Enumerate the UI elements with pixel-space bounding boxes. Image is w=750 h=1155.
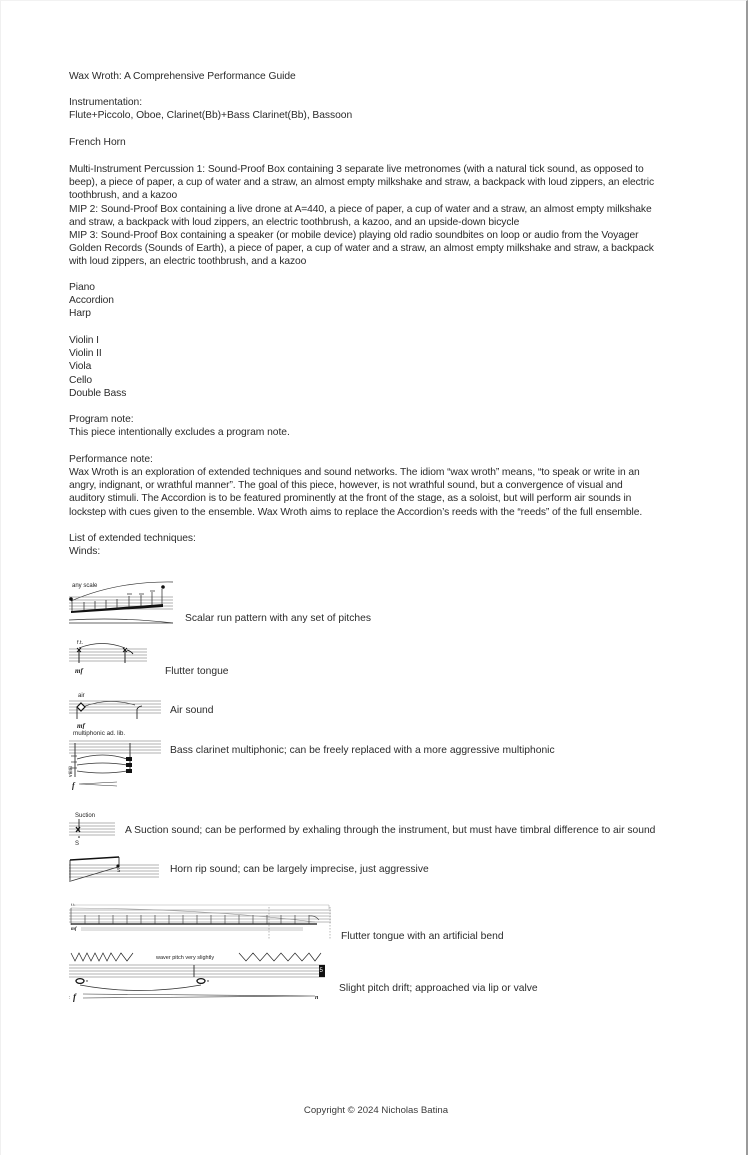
technique-caption: Flutter tongue — [165, 666, 229, 677]
instrument-item: Piano — [69, 282, 95, 293]
svg-text:mf: mf — [77, 722, 85, 729]
document-title: Wax Wroth: A Comprehensive Performance Guide — [69, 71, 296, 82]
program-note-label: Program note: — [69, 414, 134, 425]
mip1-line: Multi-Instrument Percussion 1: Sound-Proof Box containing 3 separate live metronomes (with a natural tick sound, as opposed to — [69, 164, 644, 175]
technique-caption: Air sound — [170, 705, 214, 716]
mip3-line: Golden Records (Sounds of Earth), a piece of paper, a cup of water and a straw, an almost empty milkshake and straw, a backpack — [69, 243, 654, 255]
mip1-line: toothbrush, and a kazoo — [69, 190, 178, 202]
mip3-line: with loud zippers, an electric toothbrush, and a kazoo — [69, 256, 307, 268]
technique-caption: Slight pitch drift; approached via lip or valve — [339, 983, 538, 994]
instrument-item: Cello — [69, 374, 92, 386]
mip2-line: and straw, a backpack with loud zippers, an electric toothbrush, a kazoo, and an upside-down bicycle — [69, 216, 520, 228]
multiphonic-notation — [67, 727, 163, 791]
svg-text:S: S — [117, 868, 121, 874]
instrument-item: Violin I — [69, 335, 99, 346]
flutter-bend-notation — [67, 899, 333, 941]
scalar-run-notation — [67, 579, 177, 627]
technique-caption: Horn rip sound; can be largely imprecise, just aggressive — [170, 864, 429, 875]
technique-caption: Flutter tongue with an artificial bend — [341, 931, 504, 942]
pitch-drift-notation — [67, 949, 331, 1003]
strings-list — [69, 334, 689, 400]
brass-instruments: French Horn — [69, 137, 126, 148]
winds-instruments: Flute+Piccolo, Oboe, Clarinet(Bb)+Bass Clarinet(Bb), Bassoon — [69, 110, 353, 121]
air-sound-notation — [67, 689, 163, 729]
mip2-line: MIP 2: Sound-Proof Box containing a live drone at A=440, a piece of paper, a cup of water and a straw, an almost empty milkshake — [69, 203, 652, 215]
svg-text:multiphonic ad. lib.: multiphonic ad. lib. — [73, 730, 126, 737]
winds-label: Winds: — [69, 546, 101, 557]
mip1-line: beep), a piece of paper, a cup of water and a straw, an almost empty milkshake and straw, a backpack with loud zippers, an electric — [69, 177, 655, 189]
svg-text:f.t.: f.t. — [71, 902, 76, 907]
flutter-tongue-notation — [67, 637, 151, 675]
svg-text:v⊞⊞: v⊞⊞ — [68, 766, 74, 777]
suction-notation — [67, 809, 117, 849]
svg-text:f: f — [73, 992, 76, 1002]
instrument-item: Violin II — [69, 348, 102, 360]
svg-text:Suction: Suction — [75, 813, 96, 819]
copyright-footer: Copyright © 2024 Nicholas Batina — [303, 1105, 449, 1116]
svg-text:f.t.: f.t. — [77, 640, 84, 646]
svg-text:any scale: any scale — [72, 583, 98, 589]
performance-note-label: Performance note: — [69, 454, 153, 465]
horn-rip-notation — [67, 854, 161, 884]
svg-text:mf: mf — [71, 927, 77, 932]
technique-caption: Scalar run pattern with any set of pitches — [185, 613, 372, 624]
keyboards-list — [69, 281, 689, 321]
instrument-item: Accordion — [69, 295, 114, 307]
svg-text:5: 5 — [319, 968, 323, 974]
svg-text:mf: mf — [75, 667, 83, 675]
instrumentation-label: Instrumentation: — [69, 97, 143, 108]
svg-text:f: f — [72, 781, 75, 790]
instrument-item: Harp — [69, 308, 91, 320]
technique-caption: A Suction sound; can be performed by exhaling through the instrument, but must have timbral difference to air sound — [125, 825, 656, 836]
instrument-item: Double Bass — [69, 387, 127, 399]
program-note-text: This piece intentionally excludes a program note. — [69, 427, 290, 438]
mip3-line: MIP 3: Sound-Proof Box containing a speaker (or mobile device) playing old radio soundbites on loop or audio from the Voyager — [69, 230, 639, 242]
svg-text:S: S — [75, 841, 80, 847]
svg-text::: : — [69, 995, 71, 1001]
technique-caption: Bass clarinet multiphonic; can be freely replaced with a more aggressive multiphonic — [170, 745, 555, 756]
instrument-item: Viola — [69, 361, 92, 373]
techniques-label: List of extended techniques: — [69, 533, 196, 544]
performance-note-text: Wax Wroth is an exploration of extended techniques and sound networks. The idiom “wax wroth” means, “to speak or write in an angry, indignant, or wrathful manner”. The goal of this piece, however, is not wrathful sound, but a convergence of visual and auditory stimuli. The Accordion is to be featured prominently at the front of the stage, as a soloist, but will perform air sounds in lockstep with cues given to the ensemble. Wax Wroth aims to replace the Accordion’s reeds with the “reeds” of the full ensemble. — [69, 467, 643, 518]
svg-text:waver pitch very slightly: waver pitch very slightly — [156, 955, 215, 961]
svg-text:n: n — [315, 995, 319, 1001]
svg-text:air: air — [78, 693, 85, 699]
percussion-block — [69, 163, 689, 269]
